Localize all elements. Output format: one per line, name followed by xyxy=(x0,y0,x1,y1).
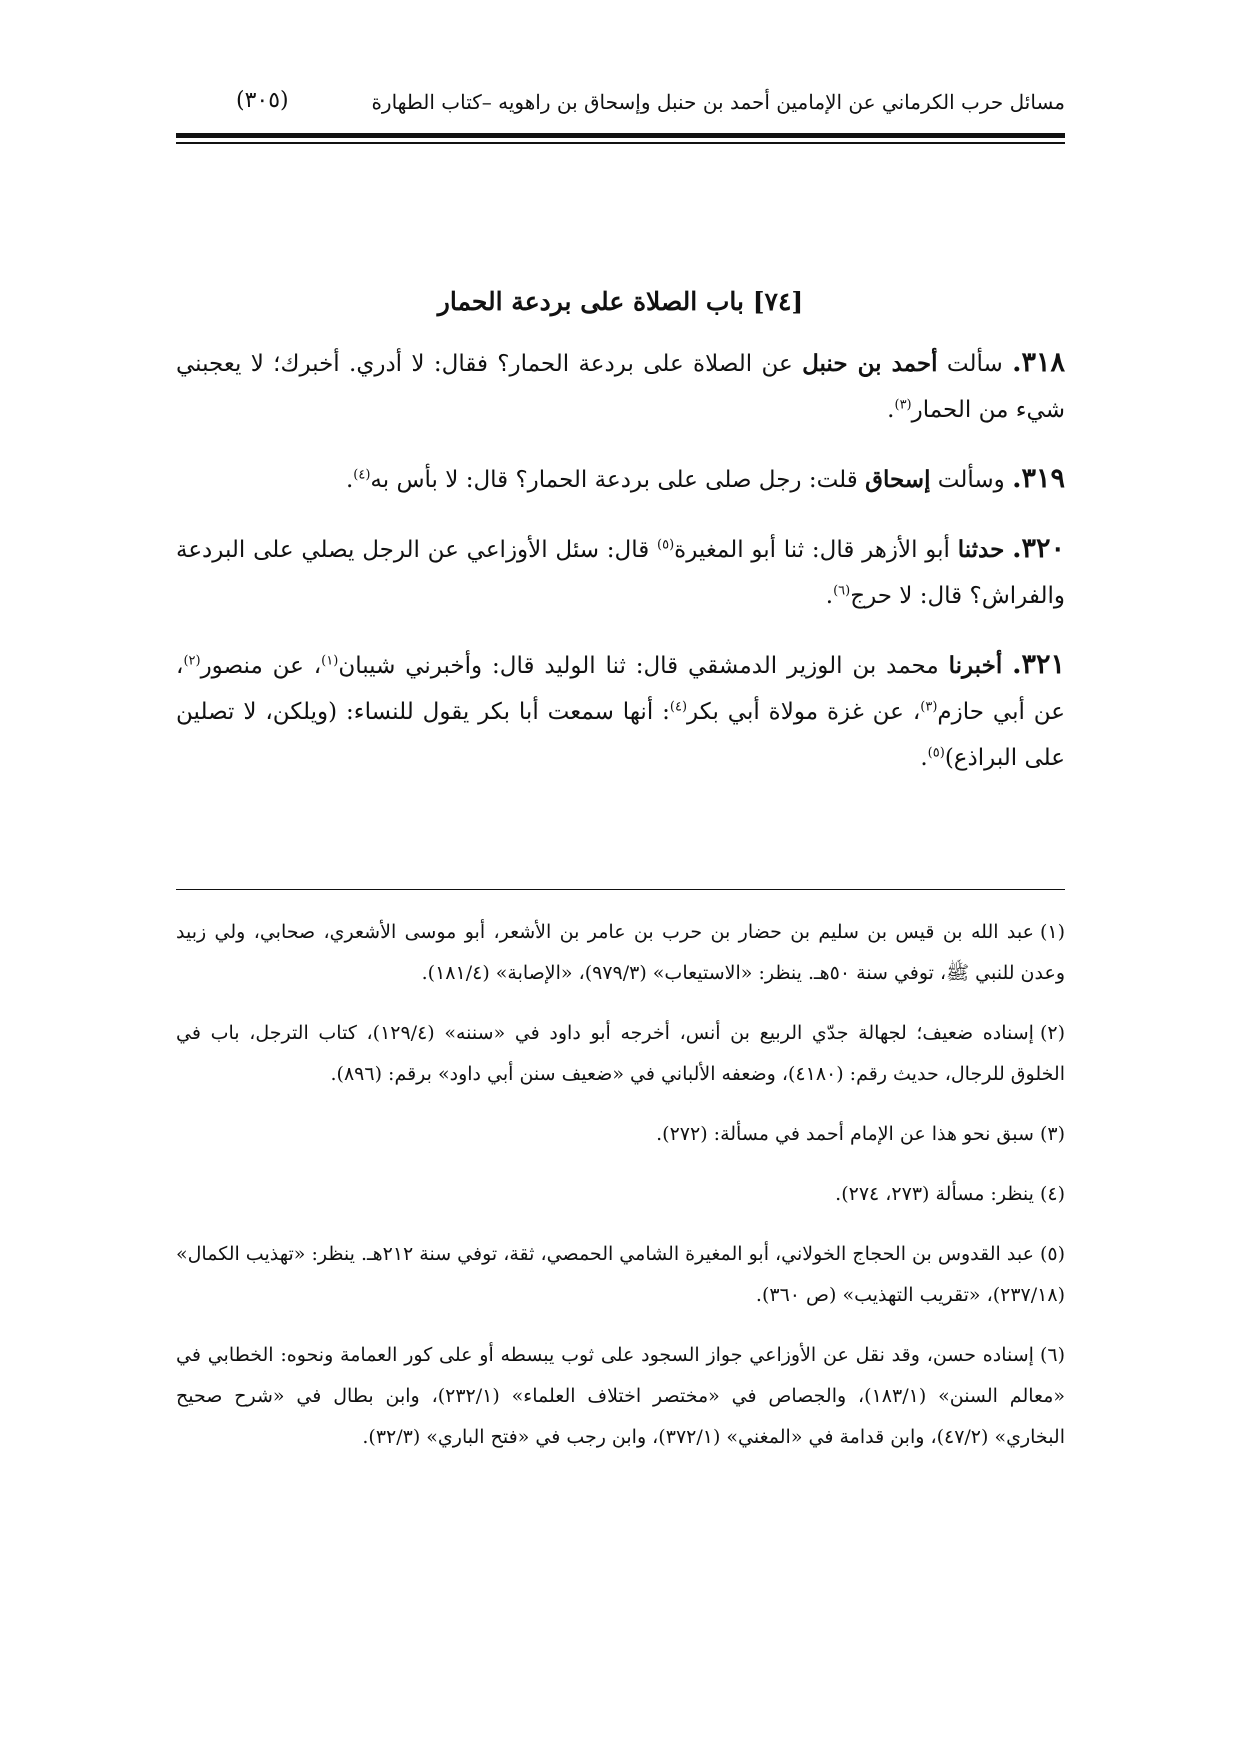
issue-end: . xyxy=(920,745,928,771)
issue-321 xyxy=(176,642,1065,781)
issue-text: سألت xyxy=(946,351,1003,377)
footnote-ref[interactable]: (٢) xyxy=(183,653,201,669)
footnote-text: إسناده حسن، وقد نقل عن الأوزاعي جواز السجود على ثوب يبسطه أو على كور العمامة ونحوه: الخطابي في «معالم السنن» (١٨٣/١)، والجصاص في «مختصر اختلاف العلماء» (٢٣٢/١)، وابن بطال في «شرح صحيح البخاري» (٤٧/٢)، وابن قدامة في «المغني» (٣٧٢/١)، وابن رجب في «فتح الباري» (٣٢/٣). xyxy=(176,1344,1065,1448)
footnote-text: عبد الله بن قيس بن سليم بن حضار بن حرب بن عامر بن الأشعر، أبو موسى الأشعري، صحابي، ولي زبيد وعدن للنبي ﷺ، توفي سنة ٥٠هـ. ينظر: «الاستيعاب» (٩٧٩/٣)، «الإصابة» (١٨١/٤). xyxy=(176,921,1065,984)
footnote-ref[interactable]: (٣) xyxy=(894,397,912,413)
issue-text: ، عن غزة مولاة أبي بكر xyxy=(687,699,921,725)
issue-text: : أنها سمعت أبا بكر يقول للنساء: (ويلكن، لا تصلين على البراذع) xyxy=(176,699,1065,771)
issue-319 xyxy=(176,456,1065,503)
footnote-number: (٤) xyxy=(1039,1183,1065,1205)
footnote-text: إسناده ضعيف؛ لجهالة جدّي الربيع بن أنس، أخرجه أبو داود في «سننه» (١٢٩/٤)، كتاب الترجل، باب في الخلوق للرجال، حديث رقم: (٤١٨٠)، وضعفه الألباني في «ضعيف سنن أبي داود» برقم: (٨٩٦). xyxy=(176,1022,1065,1085)
issue-text: محمد بن الوزير الدمشقي قال: ثنا الوليد قال: وأخبرني شيبان xyxy=(338,653,939,679)
footnote xyxy=(176,1174,1065,1215)
issue-text: أبو الأزهر قال: ثنا أبو المغيرة xyxy=(674,537,950,563)
footnote-ref[interactable]: (٦) xyxy=(833,583,851,599)
footnote-number: (١) xyxy=(1039,921,1065,943)
issue-number: ٣٢١. xyxy=(1012,649,1066,680)
footnote-number: (٦) xyxy=(1039,1344,1065,1366)
issue-speaker: حدثنا xyxy=(957,536,1005,563)
issue-number: ٣١٨. xyxy=(1012,347,1066,378)
footnote-text: عبد القدوس بن الحجاج الخولاني، أبو المغيرة الشامي الحمصي، ثقة، توفي سنة ٢١٢هـ. ينظر: «تهذيب الكمال» (٢٣٧/١٨)، «تقريب التهذيب» (ص ٣٦٠). xyxy=(176,1243,1065,1306)
issue-text: قلت: رجل صلى على بردعة الحمار؟ قال: لا بأس به xyxy=(370,467,858,493)
footnote-number: (٣) xyxy=(1039,1123,1065,1145)
footnote-ref[interactable]: (١) xyxy=(321,653,339,669)
footnote-divider xyxy=(176,889,1065,890)
issue-320 xyxy=(176,526,1065,619)
page-number: (٣٠٥) xyxy=(236,88,289,113)
footnote xyxy=(176,1335,1065,1458)
issue-end: . xyxy=(825,583,834,609)
footnote xyxy=(176,1013,1065,1095)
main-text xyxy=(176,340,1065,787)
footnote-ref[interactable]: (٤) xyxy=(669,699,688,715)
issue-number: ٣١٩. xyxy=(1012,463,1065,494)
footnote xyxy=(176,1234,1065,1316)
issue-text: وسألت xyxy=(937,467,1005,493)
issue-speaker: أخبرنا xyxy=(948,652,1003,679)
issue-speaker: أحمد بن حنبل xyxy=(802,350,938,377)
footnote xyxy=(176,912,1065,994)
issue-end: . xyxy=(345,467,354,493)
footnote-number: (٢) xyxy=(1039,1022,1065,1044)
footnote-ref[interactable]: (٥) xyxy=(657,537,675,553)
issue-speaker: إسحاق xyxy=(865,466,931,493)
issue-end: . xyxy=(887,397,895,423)
footnote-number: (٥) xyxy=(1039,1243,1065,1265)
footnote-text: سبق نحو هذا عن الإمام أحمد في مسألة: (٢٧٢). xyxy=(656,1123,1034,1145)
header-rule-thick xyxy=(176,133,1065,138)
chapter-heading: [٧٤] باب الصلاة على بردعة الحمار xyxy=(437,287,804,316)
issue-text: قال: سئل الأوزاعي عن الرجل يصلي على البردعة والفراش؟ قال: لا حرج xyxy=(176,537,1065,609)
header-rule-thin xyxy=(176,142,1065,144)
issue-text: ، عن منصور xyxy=(200,653,322,679)
issue-text: عن الصلاة على بردعة الحمار؟ فقال: لا أدري. أخبرك؛ لا يعجبني شيء من الحمار xyxy=(176,351,1065,423)
footnote xyxy=(176,1114,1065,1155)
footnotes xyxy=(176,912,1065,1460)
footnote-ref[interactable]: (٤) xyxy=(353,467,371,483)
running-header xyxy=(176,90,1065,126)
footnote-text: ينظر: مسألة (٢٧٣، ٢٧٤). xyxy=(835,1183,1034,1205)
issue-number: ٣٢٠. xyxy=(1012,533,1065,564)
footnote-ref[interactable]: (٣) xyxy=(920,699,938,715)
book-title: مسائل حرب الكرماني عن الإمامين أحمد بن حنبل وإسحاق بن راهويه –كتاب الطهارة xyxy=(371,90,1065,114)
issue-318 xyxy=(176,340,1065,433)
issue-text: ، عن أبي حازم xyxy=(176,653,1066,725)
footnote-ref[interactable]: (٥) xyxy=(927,745,945,761)
